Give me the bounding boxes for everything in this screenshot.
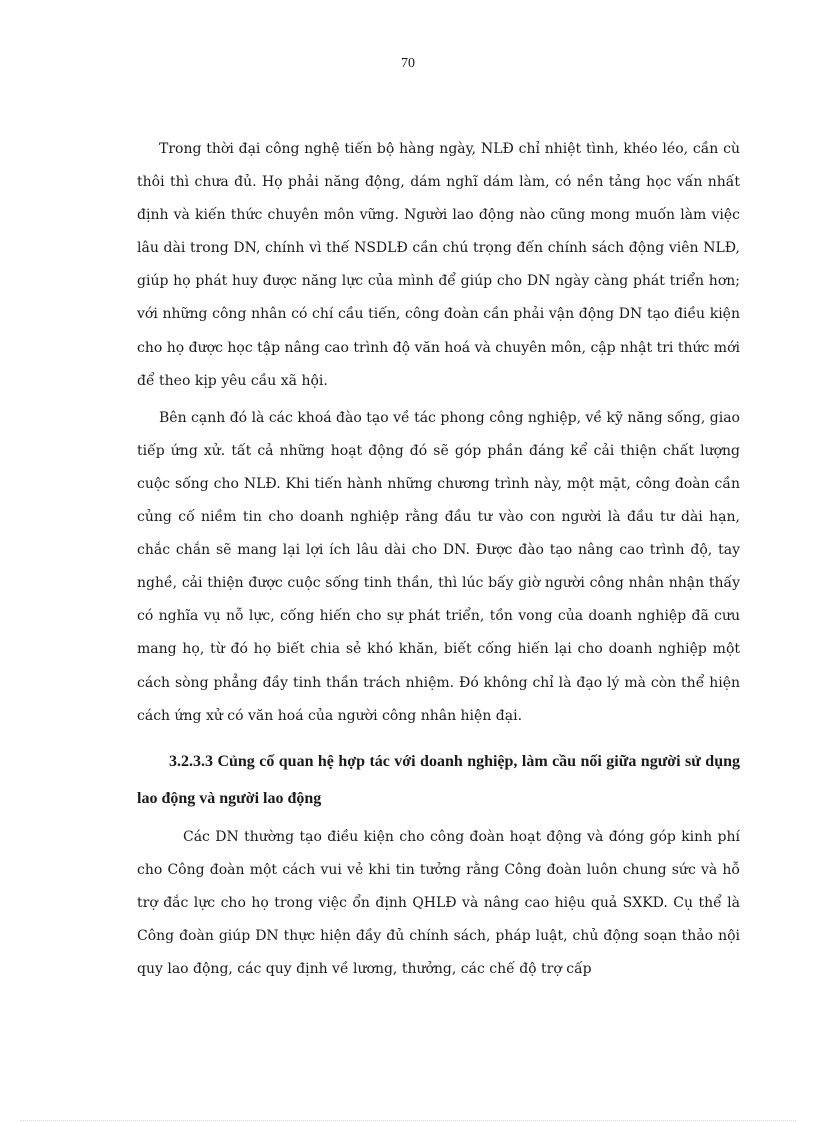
page-number: 70 [401,56,415,71]
paragraph-3: Các DN thường tạo điều kiện cho công đoàn hoạt động và đóng góp kinh phí cho Công đoàn một cách vui vẻ khi tin tưởng rằng Công đoàn luôn chung sức và hỗ trợ đắc lực cho họ trong việc ổn định QHLĐ và nâng cao hiệu quả SXKD. Cụ thể là Công đoàn giúp DN thực hiện đầy đủ chính sách, pháp luật, chủ động soạn thảo nội quy lao động, các quy định về lương, thưởng, các chế độ trợ cấp [137,828,740,978]
page-bottom-divider [20,1120,796,1121]
paragraph-2: Bên cạnh đó là các khoá đào tạo về tác phong công nghiệp, về kỹ năng sống, giao tiếp ứng xử. tất cả những hoạt động đó sẽ góp phần đáng kể cải thiện chất lượng cuộc sống cho NLĐ. Khi tiến hành những chương trình này, một mặt, công đoàn cần củng cố niềm tin cho doanh nghiệp rằng đầu tư vào con người là đầu tư dài hạn, chắc chắn sẽ mang lại lợi ích lâu dài cho DN. Được đào tạo nâng cao trình độ, tay nghề, cải thiện được cuộc sống tinh thần, thì lúc bấy giờ người công nhân nhận thấy có nghĩa vụ nỗ lực, cống hiến cho sự phát triển, tồn vong của doanh nghiệp đã cưu mang họ, từ đó họ biết chia sẻ khó khăn, biết cống hiến lại cho doanh nghiệp một cách sòng phẳng đầy tinh thần trách nhiệm. Đó không chỉ là đạo lý mà còn thể hiện cách ứng xử có văn hoá của người công nhân hiện đại. [137,409,740,724]
section-heading: 3.2.3.3 Củng cố quan hệ hợp tác với doanh nghiệp, làm cầu nối giữa người sử dụng lao động và người lao động [137,752,740,807]
document-body [137,133,740,986]
paragraph-1: Trong thời đại công nghệ tiến bộ hàng ngày, NLĐ chỉ nhiệt tình, khéo léo, cần cù thôi thì chưa đủ. Họ phải năng động, dám nghĩ dám làm, có nền tảng học vấn nhất định và kiến thức chuyên môn vững. Người lao động nào cũng mong muốn làm việc lâu dài trong DN, chính vì thế NSDLĐ cần chú trọng đến chính sách động viên NLĐ, giúp họ phát huy được năng lực của mình để giúp cho DN ngày càng phát triển hơn; với những công nhân có chí cầu tiến, công đoàn cần phải vận động DN tạo điều kiện cho họ được học tập nâng cao trình độ văn hoá và chuyên môn, cập nhật tri thức mới để theo kịp yêu cầu xã hội. [137,141,740,389]
